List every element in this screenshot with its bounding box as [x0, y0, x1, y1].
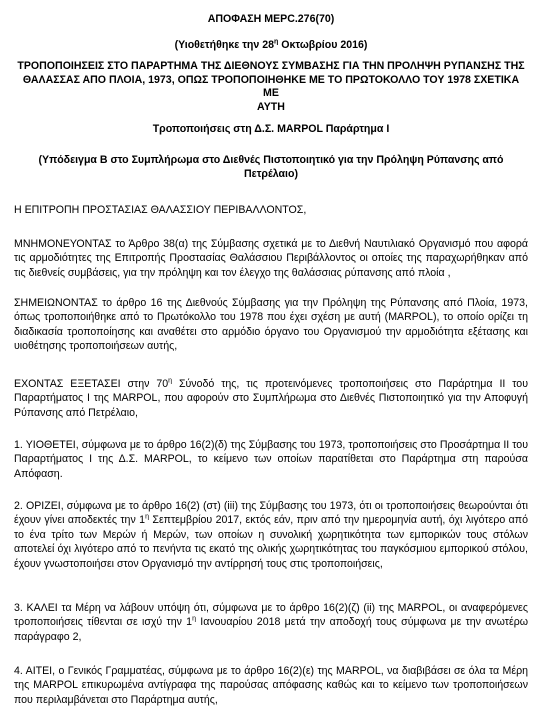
- adoption-date: [14, 38, 528, 52]
- having-considered-superscript: η: [168, 377, 173, 385]
- document-title-line-3: ΑΥΤΗ: [257, 100, 285, 113]
- appendix-heading: [14, 153, 528, 181]
- operative-paragraph-4: [14, 664, 528, 707]
- operative-paragraph-1-text: 1. ΥΙΟΘΕΤΕΙ, σύμφωνα με το άρθρο 16(2)(δ) της Σύμβασης του 1973, τροποποιήσεις στο Προσάρτημα II του Παραρτήματος I της Δ.Σ. MARPOL, το κείμενο των οποίων παρατίθεται στο Παράρτημα στη παρούσα Απόφαση.: [14, 439, 528, 480]
- operative-paragraph-2: [14, 499, 528, 571]
- operative-paragraph-3-prefix: 3. ΚΑΛΕΙ τα Μέρη να λάβουν υπόψη ότι, σύμφωνα με το άρθρο 16(2)(ζ) (ii) της MARPOL, οι αναφερόμενες τροποποιήσεις τίθενται σε ισχύ την 1: [14, 602, 528, 629]
- recalling-text: ΜΝΗΜΟΝΕΥΟΝΤΑΣ το Άρθρο 38(α) της Σύμβασης σχετικά με το Διεθνή Ναυτιλιακό Οργανισμό που αφορά τις αρμοδιότητες της Επιτροπής Προστασίας Θαλάσσιου Περιβάλλοντος οι οποίες της παραχωρήθηκαν από τις διεθνείς συμβάσεις, για την πρόληψη και τον έλεγχο της θαλάσσιας ρύπανσης από πλοία ,: [14, 238, 528, 279]
- adoption-date-superscript: η: [274, 38, 279, 46]
- decision-number: [14, 12, 528, 26]
- recalling-paragraph: [14, 237, 528, 280]
- operative-paragraph-2-superscript: η: [145, 513, 149, 521]
- noting-text: ΣΗΜΕΙΩΝΟΝΤΑΣ το άρθρο 16 της Διεθνούς Σύμβασης για την Πρόληψη της Ρύπανσης από Πλοία, 1973, όπως τροποποιήθηκε από το Πρωτόκολλο του 1978 που έχει σχέση με αυτή (MARPOL), το οποίο ορίζει τη διαδικασία τροποποίησης και αναθέτει στο αρμόδιο όργανο του Οργανισμού την αρμοδιότητα εξέτασης και υιοθέτησης τροποποιήσεων αυτής,: [14, 297, 528, 353]
- operative-paragraph-2-suffix: Σεπτεμβρίου 2017, εκτός εάν, πριν από την ημερομηνία αυτή, όχι λιγότερο από το ένα τρίτο των Μερών ή Μερών, των οποίων η συνολική χωρητικότητα των εμπορικών τους στόλων αποτελεί όχι λιγότερο από το πενήντα τις εκατό της ολικής χωρητικότητας του παγκόσμιου εμπορικού στόλου, έχουν γνωστοποιήσει στον Οργανισμό την αντίρρησή τους στις τροποποιήσεις,: [14, 514, 528, 570]
- committee-paragraph: [14, 203, 528, 217]
- document-title: [14, 60, 528, 114]
- operative-paragraph-3-suffix: Ιανουαρίου 2018 μετά την αποδοχή τους σύμφωνα με την ανωτέρω παράγραφο 2,: [14, 616, 528, 643]
- having-considered-suffix: Σύνοδό της, τις προτεινόμενες τροποποιήσεις στο Παράρτημα II του Παραρτήματος I της MARPOL, που αφορούν στο Συμπλήρωμα στο Διεθνές Πιστοποιητικό για την Αποφυγή Ρύπανσης από Πετρέλαιο,: [14, 378, 528, 419]
- having-considered-prefix: ΕΧΟΝΤΑΣ ΕΞΕΤΑΣΕΙ στην 70: [14, 378, 169, 390]
- document-title-line-1: ΤΡΟΠΟΠΟΙΗΣΕΙΣ ΣΤΟ ΠΑΡΑΡΤΗΜΑ ΤΗΣ ΔΙΕΘΝΟΥΣ ΣΥΜΒΑΣΗΣ ΓΙΑ ΤΗΝ ΠΡΟΛΗΨΗ ΡΥΠΑΝΣΗΣ ΤΗΣ: [17, 60, 525, 72]
- appendix-heading-line-1: (Υπόδειγμα B στο Συμπλήρωμα στο Διεθνές Πιστοποιητικό για την Πρόληψη Ρύπανσης από: [38, 154, 504, 166]
- operative-paragraph-2-prefix: 2. ΟΡΙΖΕΙ, σύμφωνα με το άρθρο 16(2) (στ) (iii) της Σύμβασης του 1973, ότι οι τροποποιήσεις θεωρούνται ότι έχουν γίνει αποδεκτές την 1: [14, 500, 528, 527]
- having-considered-paragraph: [14, 377, 528, 420]
- appendix-heading-line-2: Πετρέλαιο): [244, 168, 298, 181]
- document-title-line-2: ΘΑΛΑΣΣΑΣ ΑΠΟ ΠΛΟΙΑ, 1973, ΟΠΩΣ ΤΡΟΠΟΠΟΙΗΘΗΚΕ ΜΕ ΤΟ ΠΡΩΤΟΚΟΛΛΟ ΤΟΥ 1978 ΣΧΕΤΙΚΑ ΜΕ: [22, 73, 520, 100]
- adoption-date-prefix: (Υιοθετήθηκε την 28: [174, 39, 275, 51]
- decision-number-text: ΑΠΟΦΑΣΗ MEPC.276(70): [207, 13, 335, 25]
- noting-paragraph: [14, 296, 528, 354]
- document-subtitle: [14, 122, 528, 136]
- adoption-date-suffix: Οκτωβρίου 2016): [278, 39, 368, 51]
- operative-paragraph-4-text: 4. ΑΙΤΕΙ, ο Γενικός Γραμματέας, σύμφωνα με το άρθρο 16(2)(ε) της MARPOL, να διαβιβάσει σε όλα τα Μέρη της MARPOL επικυρωμένα αντίγραφα της παρούσας απόφασης καθώς και το κείμενο των τροποποιήσεων που περιλαμβάνεται στο Παράρτημα αυτής,: [14, 665, 528, 706]
- document-subtitle-text: Τροποποιήσεις στη Δ.Σ. MARPOL Παράρτημα I: [152, 123, 390, 135]
- operative-paragraph-1: [14, 438, 528, 481]
- operative-paragraph-3-superscript: η: [192, 615, 196, 623]
- committee-text: Η ΕΠΙΤΡΟΠΗ ΠΡΟΣΤΑΣΙΑΣ ΘΑΛΑΣΣΙΟΥ ΠΕΡΙΒΑΛΛΟΝΤΟΣ,: [14, 204, 307, 216]
- operative-paragraph-3: [14, 601, 528, 644]
